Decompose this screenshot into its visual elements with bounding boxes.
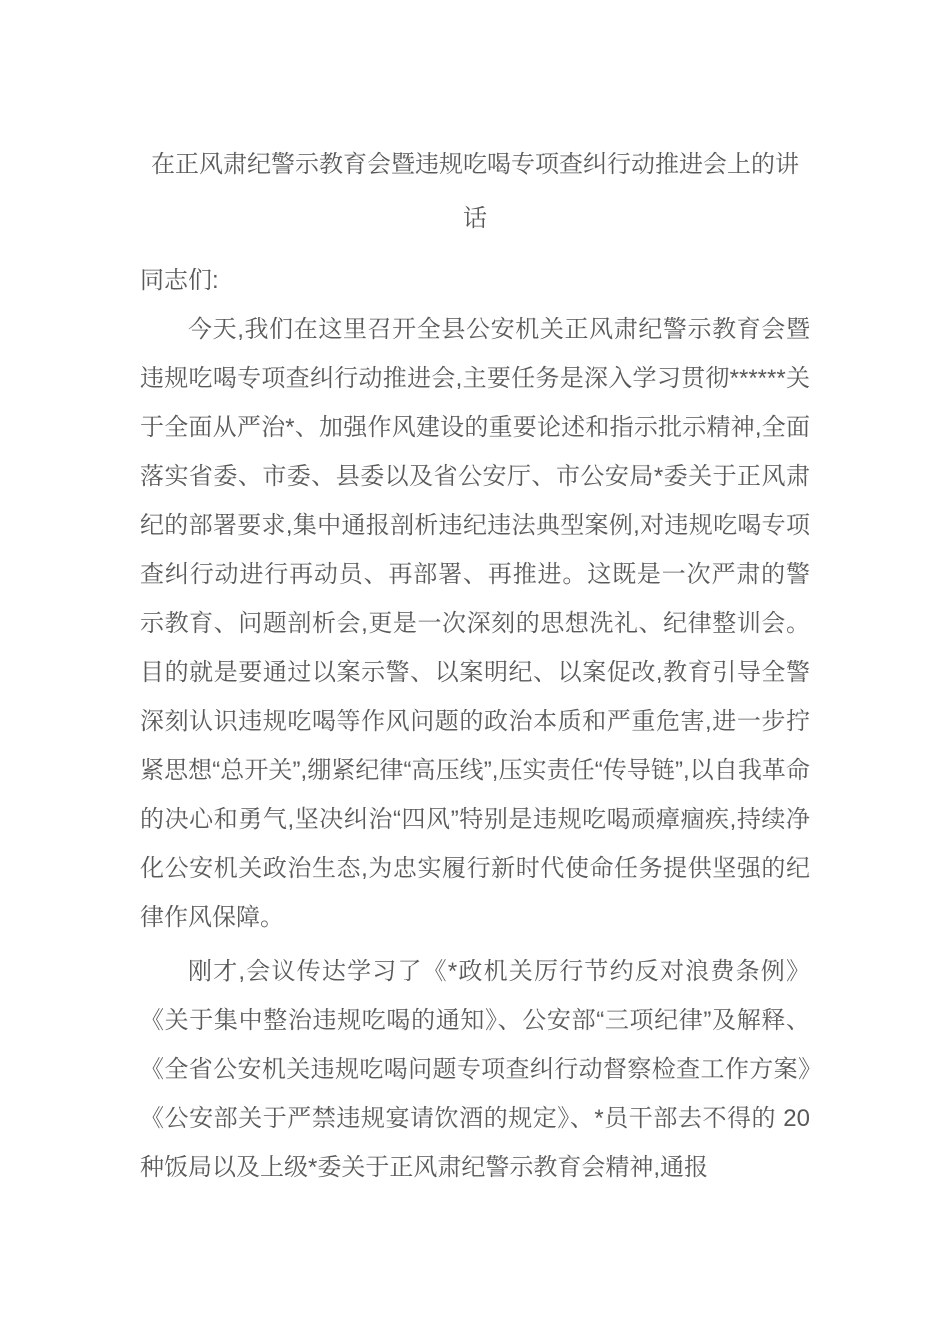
paragraph: 今天,我们在这里召开全县公安机关正风肃纪警示教育会暨违规吃喝专项查纠行动推进会,主要任务是深入学习贯彻******关于全面从严治*、加强作风建设的重要论述和指示批示精神,全面落实省委、市委、县委以及省公安厅、市公安局*委关于正风肃纪的部署要求,集中通报剖析违纪违法典型案例,对违规吃喝专项查纠行动进行再动员、再部署、再推进。这既是一次严肃的警示教育、问题剖析会,更是一次深刻的思想洗礼、纪律整训会。目的就是要通过以案示警、以案明纪、以案促改,教育引导全警深刻认识违规吃喝等作风问题的政治本质和严重危害,进一步拧紧思想“总开关”,绷紧纪律“高压线”,压实责任“传导链”,以自我革命的决心和勇气,坚决纠治“四风”特别是违规吃喝顽瘴痼疾,持续净化公安机关政治生态,为忠实履行新时代使命任务提供坚强的纪律作风保障。 xyxy=(140,316,810,931)
salutation: 同志们: xyxy=(140,267,219,294)
document-title: 在正风肃纪警示教育会暨违规吃喝专项查纠行动推进会上的讲话 xyxy=(151,151,799,232)
paragraph: 刚才,会议传达学习了《*政机关厉行节约反对浪费条例》《关于集中整治违规吃喝的通知》、公安部“三项纪律”及解释、《全省公安机关违规吃喝问题专项查纠行动督察检查工作方案》《公安部关于严禁违规宴请饮酒的规定》、*员干部去不得的 20 种饭局以及上级*委关于正风肃纪警示教育会精神,通报 xyxy=(140,958,810,1181)
